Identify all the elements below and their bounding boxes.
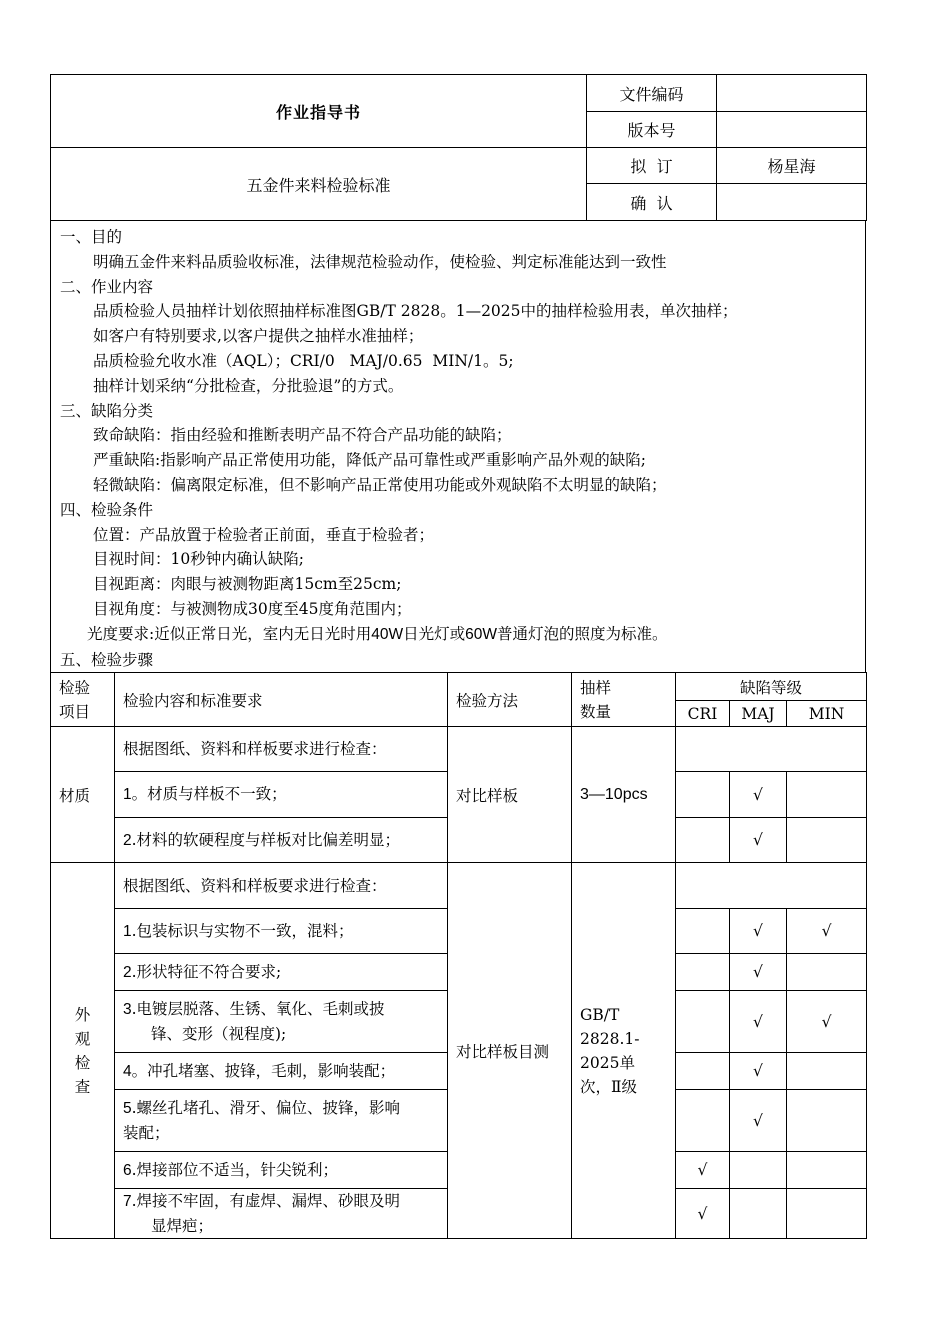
- maj-cell: [730, 1152, 787, 1189]
- light-text-a: 光度要求:近似正常日光，室内无日光时用: [87, 624, 372, 643]
- drafted-label: 拟 订: [587, 148, 717, 184]
- cri-cell: [676, 954, 730, 991]
- row-num: 7: [123, 1193, 132, 1211]
- header-item-text: 检验项目: [59, 678, 91, 721]
- cri-check: √: [676, 1189, 730, 1239]
- row-text: .焊接不牢固，有虚焊、漏焊、砂眼及明: [131, 1192, 401, 1211]
- section-3-heading: 三、缺陷分类: [60, 401, 154, 420]
- section-3-line: 致命缺陷：指由经验和推断表明产品不符合产品功能的缺陷；: [93, 426, 512, 445]
- version-value: [717, 112, 867, 148]
- cri-cell: [676, 1053, 730, 1090]
- row-text: .螺丝孔堵孔、滑牙、偏位、披锋，影响: [131, 1099, 401, 1118]
- maj-check: √: [730, 991, 787, 1053]
- document-title: 作业指导书: [51, 75, 587, 148]
- maj-check: √: [730, 772, 787, 818]
- header-min: MIN: [787, 701, 867, 727]
- defect-cell-empty: [676, 727, 867, 772]
- section-2-line: 抽样计划采纳“分批检查，分批验退”的方式。: [93, 376, 404, 395]
- row-num: 3: [123, 1001, 132, 1019]
- section-1-line: 明确五金件来料品质验收标准，法律规范检验动作，使检验、判定标准能达到一致性: [93, 252, 667, 271]
- row-num: 1: [123, 786, 132, 804]
- table-row: [115, 1152, 448, 1189]
- min-cell: [787, 1189, 867, 1239]
- section-1-heading: 一、目的: [60, 228, 123, 246]
- table-row: [115, 954, 448, 991]
- header-item: [51, 673, 115, 727]
- group2-qty: GB/T 2828.1- 2025单 次，Ⅱ级: [572, 863, 676, 1239]
- row-num: 5: [123, 1100, 132, 1118]
- section-4-line: 位置：产品放置于检验者正前面，垂直于检验者；: [93, 525, 435, 544]
- row-num: 6: [123, 1161, 132, 1179]
- row-num: 2: [123, 831, 132, 849]
- header-qty: [572, 673, 676, 727]
- section-4-line: 目视角度：与被测物成30度至45度角范围内；: [93, 599, 412, 618]
- section-4-heading: 四、检验条件: [60, 500, 154, 519]
- maj-check: √: [730, 1053, 787, 1090]
- group2-item: 外 观 检 查: [51, 863, 115, 1239]
- section-2-heading: 二、作业内容: [60, 277, 154, 296]
- maj-check: √: [730, 909, 787, 954]
- min-cell: [787, 1090, 867, 1152]
- section-2-line: 品质检验人员抽样计划依照抽样标准图GB/T 2828。1—2025中的抽样检验用表，单次抽样；: [93, 302, 738, 321]
- row-text: 。材质与样板不一致；: [131, 785, 287, 804]
- version-label: 版本号: [587, 112, 717, 148]
- min-cell: [787, 818, 867, 863]
- header-maj: MAJ: [730, 701, 787, 727]
- light-requirement-line: [51, 622, 865, 648]
- maj-cell: [730, 1189, 787, 1239]
- light-text-c: 普通灯泡的照度为标准。: [497, 624, 668, 643]
- row-text: .包装标识与实物不一致，混料；: [131, 921, 354, 940]
- row-num: 1: [123, 922, 132, 940]
- header-defect-level: 缺陷等级: [676, 673, 867, 701]
- header-cri: CRI: [676, 701, 730, 727]
- section-3-line: 严重缺陷:指影响产品正常使用功能，降低产品可靠性或严重影响产品外观的缺陷;: [93, 451, 646, 470]
- header-method: 检验方法: [448, 673, 572, 727]
- maj-check: √: [730, 1090, 787, 1152]
- table-row: [115, 909, 448, 954]
- inspection-steps-table: [50, 672, 867, 1239]
- min-check: √: [787, 909, 867, 954]
- group1-method: 对比样板: [448, 727, 572, 863]
- group1-qty: 3—10pcs: [572, 727, 676, 863]
- cri-cell: [676, 1090, 730, 1152]
- doc-code-value: [717, 75, 867, 112]
- table-row: [115, 818, 448, 863]
- row-num: 4: [123, 1062, 132, 1080]
- section-4-line: 目视距离：肉眼与被测物距离15cm至25cm;: [93, 575, 402, 594]
- cri-cell: [676, 772, 730, 818]
- min-cell: [787, 954, 867, 991]
- cri-check: √: [676, 1152, 730, 1189]
- row-text: .形状特征不符合要求;: [131, 962, 282, 981]
- group1-intro: 根据图纸、资料和样板要求进行检查：: [115, 727, 448, 772]
- doc-code-label: 文件编码: [587, 75, 717, 112]
- maj-check: √: [730, 954, 787, 991]
- group2-method: 对比样板目测: [448, 863, 572, 1239]
- row-num: 2: [123, 963, 132, 981]
- table-row: [115, 1090, 448, 1152]
- row-text-cont: 装配；: [123, 1124, 170, 1143]
- table-row: [115, 772, 448, 818]
- cri-cell: [676, 818, 730, 863]
- confirmed-label: 确 认: [587, 184, 717, 221]
- maj-check: √: [730, 818, 787, 863]
- light-text-60w: 60W: [465, 625, 497, 643]
- light-text-40w: 40W: [371, 625, 404, 643]
- min-cell: [787, 1053, 867, 1090]
- instruction-body: [50, 221, 866, 672]
- table-row: [115, 991, 448, 1053]
- min-cell: [787, 772, 867, 818]
- row-text: .材料的软硬程度与样板对比偏差明显；: [131, 830, 401, 849]
- header-content: 检验内容和标准要求: [115, 673, 448, 727]
- row-text: .焊接部位不适当，针尖锐利；: [131, 1160, 339, 1179]
- table-row: [115, 1053, 448, 1090]
- header-qty-text: 抽样数量: [580, 678, 612, 721]
- table-row: [115, 1189, 448, 1239]
- section-2-line: 品质检验允收水准（AQL）；CRI/0 MAJ/0.65 MIN/1。5;: [93, 351, 514, 370]
- confirmed-value: [717, 184, 867, 221]
- row-text-cont: 显焊疤；: [151, 1217, 214, 1236]
- row-text: .电镀层脱落、生锈、氧化、毛刺或披: [131, 1000, 385, 1019]
- section-2-line: 如客户有特别要求,以客户提供之抽样水准抽样；: [93, 327, 424, 346]
- min-cell: [787, 1152, 867, 1189]
- section-5-heading: 五、检验步骤: [60, 650, 154, 669]
- header-table: [50, 74, 867, 221]
- group1-item: 材质: [51, 727, 115, 863]
- group2-intro: 根据图纸、资料和样板要求进行检查：: [115, 863, 448, 909]
- row-text: 。冲孔堵塞、披锋，毛刺，影响装配；: [131, 1061, 396, 1080]
- row-text-cont: 锋、变形（视程度);: [151, 1025, 287, 1044]
- cri-cell: [676, 991, 730, 1053]
- document-subtitle: 五金件来料检验标准: [51, 148, 587, 221]
- drafted-value: 杨星海: [717, 148, 867, 184]
- min-check: √: [787, 991, 867, 1053]
- section-4-line: 目视时间：10秒钟内确认缺陷;: [93, 550, 304, 569]
- cri-cell: [676, 909, 730, 954]
- document-page: [50, 74, 866, 1239]
- section-3-line: 轻微缺陷：偏离限定标准，但不影响产品正常使用功能或外观缺陷不太明显的缺陷；: [93, 475, 667, 494]
- light-text-b: 日光灯或: [403, 624, 466, 643]
- defect-cell-empty: [676, 863, 867, 909]
